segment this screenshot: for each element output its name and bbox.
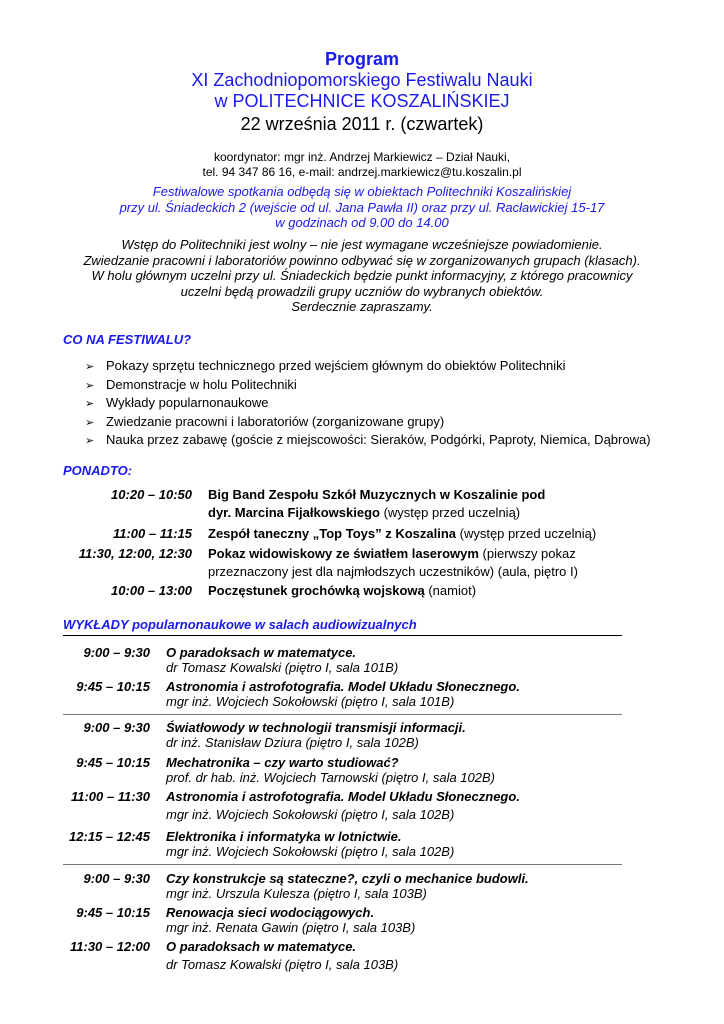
venue-hours: w godzinach od 9.00 do 14.00 xyxy=(275,215,449,230)
festival-heading: CO NA FESTIWALU? xyxy=(63,332,192,347)
arrow-bullet-icon: ➢ xyxy=(85,398,95,410)
lecture-title: Mechatronika – czy warto studiować? xyxy=(166,755,399,770)
lecture-time: 11:00 – 11:30 xyxy=(70,789,150,804)
lecture-title: Czy konstrukcje są stateczne?, czyli o mechanice budowli. xyxy=(166,871,529,886)
list-item-text: Zwiedzanie pracowni i laboratoriów (zorganizowane grupy) xyxy=(106,413,445,429)
lecture-speaker: dr inż. Stanisław Dziura (piętro I, sala 102B) xyxy=(166,735,419,750)
event-title: Poczęstunek grochówką wojskową xyxy=(208,583,425,598)
event-time: 11:30, 12:00, 12:30 xyxy=(78,546,192,561)
arrow-bullet-icon: ➢ xyxy=(85,435,95,447)
list-item xyxy=(85,376,715,395)
lectures-heading xyxy=(63,617,417,633)
intro-paragraph xyxy=(0,237,724,315)
document-header xyxy=(0,49,724,135)
coordinator-info xyxy=(0,150,724,180)
lecture-title: Astronomia i astrofotografia. Model Układu Słonecznego. xyxy=(166,789,520,804)
lecture-speaker: mgr inż. Renata Gawin (piętro I, sala 103B) xyxy=(166,920,416,935)
event-note: (występ przed uczelnią) xyxy=(379,505,521,520)
lecture-speaker: mgr inż. Urszula Kulesza (piętro I, sala 103B) xyxy=(166,886,427,901)
event-time: 11:00 – 11:15 xyxy=(112,526,192,541)
contact-line: tel. 94 347 86 16, e-mail: andrzej.markiewicz@tu.koszalin.pl xyxy=(202,165,522,179)
host-institution: w POLITECHNICE KOSZALIŃSKIEJ xyxy=(214,91,510,111)
list-item xyxy=(85,413,715,432)
event-title: Big Band Zespołu Szkół Muzycznych w Koszalinie pod dyr. Marcina Fijałkowskiego xyxy=(208,487,546,520)
lecture-title: Światłowody w technologii transmisji informacji. xyxy=(166,720,466,735)
lecture-title: Renowacja sieci wodociągowych. xyxy=(166,905,375,920)
list-item xyxy=(85,394,715,413)
festival-name: XI Zachodniopomorskiego Festiwalu Nauki xyxy=(191,70,533,90)
event-description xyxy=(208,545,603,581)
lecture-speaker: mgr inż. Wojciech Sokołowski (piętro I, sala 102B) xyxy=(166,844,455,859)
arrow-bullet-icon: ➢ xyxy=(85,416,95,429)
lecture-time: 9:00 – 9:30 xyxy=(83,871,150,886)
lecture-speaker: dr Tomasz Kowalski (piętro I, sala 101B) xyxy=(166,660,399,675)
room-divider xyxy=(63,864,622,865)
event-note: (pierwszy pokaz przeznaczony jest dla najmłodszych uczestników) (aula, piętro I) xyxy=(208,546,578,579)
intro-line: uczelni będą prowadzili grupy uczniów do wybranych obiektów. xyxy=(180,283,544,299)
section-divider xyxy=(63,635,622,636)
lecture-title: O paradoksach w matematyce. xyxy=(166,939,357,954)
extra-heading: PONADTO: xyxy=(63,463,133,478)
event-time: 10:20 – 10:50 xyxy=(111,487,192,502)
event-description xyxy=(208,486,568,522)
venue-line: przy ul. Śniadeckich 2 (wejście od ul. Jana Pawła II) oraz przy ul. Racławickiej 15-17 xyxy=(119,199,605,215)
lectures-heading-main: WYKŁADY xyxy=(63,617,129,632)
event-date: 22 września 2011 r. (czwartek) xyxy=(240,114,484,134)
lecture-speaker: dr Tomasz Kowalski (piętro I, sala 103B) xyxy=(166,957,399,972)
event-description xyxy=(208,525,628,543)
lecture-time: 9:00 – 9:30 xyxy=(83,645,150,660)
intro-line: Zwiedzanie pracowni i laboratoriów powinno odbywać się w zorganizowanych grupach (klasach). xyxy=(83,252,641,268)
lecture-speaker: prof. dr hab. inż. Wojciech Tarnowski (piętro I, sala 102B) xyxy=(166,770,495,785)
intro-line: W holu głównym uczelni przy ul. Śniadeckich będzie punkt informacyjny, z którego pracownicy xyxy=(91,268,633,283)
lectures-heading-rest: popularnonaukowe w salach audiowizualnych xyxy=(128,617,417,632)
list-item xyxy=(85,357,715,376)
list-item xyxy=(85,431,715,450)
list-item-text: Demonstracje w holu Politechniki xyxy=(106,376,297,392)
event-note: (występ przed uczelnią) xyxy=(456,526,597,541)
event-description xyxy=(208,582,628,600)
lecture-title: Elektronika i informatyka w lotnictwie. xyxy=(166,829,402,844)
intro-line: Wstęp do Politechniki jest wolny – nie jest wymagane wcześniejsze powiadomienie. xyxy=(121,237,603,252)
lecture-time: 9:45 – 10:15 xyxy=(76,905,150,920)
event-title: Zespół taneczny „Top Toys” z Koszalina xyxy=(208,526,457,541)
room-divider xyxy=(63,714,622,715)
lecture-title: Astronomia i astrofotografia. Model Układu Słonecznego. xyxy=(166,679,520,694)
lecture-time: 9:00 – 9:30 xyxy=(83,720,150,735)
arrow-bullet-icon: ➢ xyxy=(85,361,95,373)
venue-line: Festiwalowe spotkania odbędą się w obiektach Politechniki Koszalińskiej xyxy=(152,184,572,199)
lecture-speaker: mgr inż. Wojciech Sokołowski (piętro I, sala 102B) xyxy=(166,807,455,822)
lecture-time: 9:45 – 10:15 xyxy=(76,679,150,694)
list-item-text: Nauka przez zabawę (goście z miejscowości: Sieraków, Podgórki, Paproty, Niemica, Dąbrowa) xyxy=(106,432,651,447)
event-note: (namiot) xyxy=(424,583,477,598)
venue-info xyxy=(0,184,724,231)
coordinator-line: koordynator: mgr inż. Andrzej Markiewicz – Dział Nauki, xyxy=(213,150,511,164)
lecture-time: 11:30 – 12:00 xyxy=(70,939,150,954)
lecture-speaker: mgr inż. Wojciech Sokołowski (piętro I, sala 101B) xyxy=(166,694,455,709)
list-item-text: Wykłady popularnonaukowe xyxy=(106,395,269,410)
event-title: Pokaz widowiskowy ze światłem laserowym xyxy=(208,546,479,561)
intro-closing: Serdecznie zapraszamy. xyxy=(291,299,433,314)
lecture-title: O paradoksach w matematyce. xyxy=(166,645,357,660)
festival-list xyxy=(85,357,715,450)
page-title: Program xyxy=(324,49,400,69)
event-time: 10:00 – 13:00 xyxy=(111,583,192,598)
list-item-text: Pokazy sprzętu technicznego przed wejściem głównym do obiektów Politechniki xyxy=(106,358,566,373)
lecture-time: 9:45 – 10:15 xyxy=(76,755,150,770)
arrow-bullet-icon: ➢ xyxy=(85,379,95,392)
lecture-time: 12:15 – 12:45 xyxy=(69,829,150,844)
